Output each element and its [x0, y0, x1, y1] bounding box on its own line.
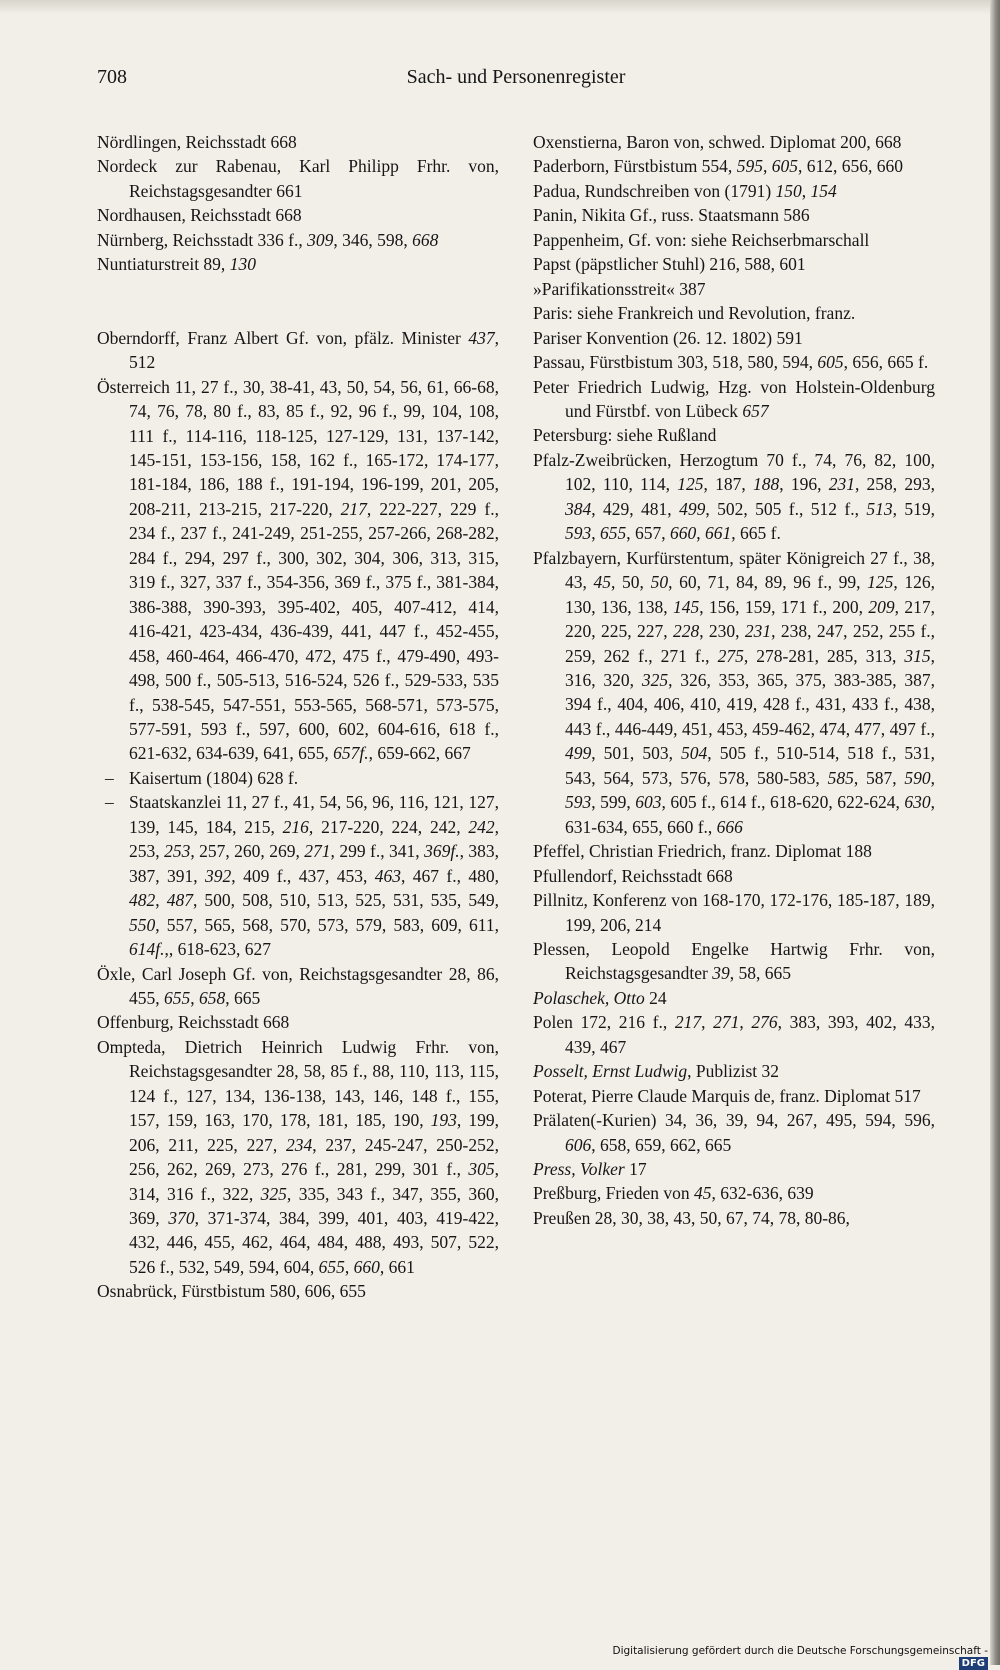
- index-entry: Nuntiaturstreit 89, 130: [97, 254, 256, 275]
- scan-edge-top: [0, 0, 1000, 14]
- index-entry: Polaschek, Otto 24: [533, 987, 667, 1008]
- index-entry: Pfalz-Zweibrücken, Herzogtum 70 f., 74, 76, 82, 100, 102, 110, 114, 125, 187, 188, 196, 231, 258, 293, 384, 429, 481, 499, 502, 505 f., 512 f., 513, 519, 593, 655, 657, 660, 661, 665 f.: [533, 449, 936, 544]
- index-entry: Österreich 11, 27 f., 30, 38-41, 43, 50, 54, 56, 61, 66-68, 74, 76, 78, 80 f., 83, 85 f., 92, 96 f., 99, 104, 108, 111 f., 114-116, 118-125, 127-129, 131, 137-142, 145-151, 153-156, 158, 162 f., 165-172, 174-177, 181-184, 186, 188 f., 191-194, 196-199, 201, 205, 208-211, 213-215, 217-220, 217, 222-227, 229 f., 234 f., 237 f., 241-249, 251-255, 257-266, 268-282, 284 f., 294, 297 f., 300, 302, 304, 306, 313, 315, 319 f., 327, 337 f., 354-356, 369 f., 375 f., 381-384, 386-388, 390-393, 395-402, 405, 407-412, 414, 416-421, 423-434, 436-439, 441, 447 f., 452-455, 458, 460-464, 466-470, 472, 475 f., 479-490, 493-498, 500 f., 505-513, 516-524, 526 f., 529-533, 535 f., 538-545, 547-551, 553-565, 568-571, 573-575, 577-591, 593 f., 597, 600, 602, 604-616, 618 f., 621-632, 634-639, 641, 655, 657f., 659-662, 667: [97, 376, 499, 764]
- index-entry: Pappenheim, Gf. von: siehe Reichserbmarschall: [533, 229, 870, 250]
- index-entry: Nordhausen, Reichsstadt 668: [97, 205, 302, 226]
- letter-group-spacer: [97, 277, 499, 326]
- index-entry: Padua, Rundschreiben von (1791) 150, 154: [533, 180, 837, 201]
- index-entry: Posselt, Ernst Ludwig, Publizist 32: [533, 1061, 780, 1082]
- scan-edge-right: [990, 0, 1000, 1665]
- index-entry: Panin, Nikita Gf., russ. Staatsmann 586: [533, 205, 810, 226]
- index-entry: Preußen 28, 30, 38, 43, 50, 67, 74, 78, 80-86,: [533, 1207, 850, 1228]
- index-entry: Oxenstierna, Baron von, schwed. Diplomat 200, 668: [533, 132, 902, 152]
- index-subentry: – Staatskanzlei 11, 27 f., 41, 54, 56, 96, 116, 121, 127, 139, 145, 184, 215, 216, 217-220, 224, 242, 242, 253, 253, 257, 260, 269, 271, 299 f., 341, 369f., 383, 387, 391, 392, 409 f., 437, 453, 463, 467 f., 480, 482, 487, 500, 508, 510, 513, 525, 531, 535, 549, 550, 557, 565, 568, 570, 573, 579, 583, 609, 611, 614f.,, 618-623, 627: [105, 792, 500, 960]
- index-entry: Oberndorff, Franz Albert Gf. von, pfälz. Minister 437, 512: [97, 327, 499, 373]
- index-column-left: [97, 130, 499, 1304]
- index-entry: Offenburg, Reichsstadt 668: [97, 1012, 290, 1033]
- digitization-credit: [600, 1645, 988, 1669]
- index-entry: Osnabrück, Fürstbistum 580, 606, 655: [97, 1281, 366, 1302]
- page-title: Sach- und Personenregister: [406, 66, 626, 88]
- index-column-right: [533, 130, 935, 1230]
- index-entry: Poterat, Pierre Claude Marquis de, franz. Diplomat 517: [533, 1085, 921, 1106]
- index-entry: »Parifikationsstreit« 387: [533, 278, 706, 299]
- index-entry: Pariser Konvention (26. 12. 1802) 591: [533, 327, 803, 348]
- index-entry: Paderborn, Fürstbistum 554, 595, 605, 612, 656, 660: [533, 156, 903, 177]
- index-entry: Pfalzbayern, Kurfürstentum, später Königreich 27 f., 38, 43, 45, 50, 50, 60, 71, 84, 89, 96 f., 99, 125, 126, 130, 136, 138, 145, 156, 159, 171 f., 200, 209, 217, 220, 225, 227, 228, 230, 231, 238, 247, 252, 255 f., 259, 262 f., 271 f., 275, 278-281, 285, 313, 315, 316, 320, 325, 326, 353, 365, 375, 383-385, 387, 394 f., 404, 406, 410, 419, 428 f., 431, 433 f., 438, 443 f., 446-449, 451, 453, 459-462, 474, 477, 497 f., 499, 501, 503, 504, 505 f., 510-514, 518 f., 531, 543, 564, 573, 576, 578, 580-583, 585, 587, 590, 593, 599, 603, 605 f., 614 f., 618-620, 622-624, 630, 631-634, 655, 660 f., 666: [533, 547, 936, 837]
- index-entry: Papst (päpstlicher Stuhl) 216, 588, 601: [533, 254, 806, 275]
- index-entry: Polen 172, 216 f., 217, 271, 276, 383, 393, 402, 433, 439, 467: [533, 1012, 936, 1057]
- index-entry: Nordeck zur Rabenau, Karl Philipp Frhr. von, Reichstagsgesandter 661: [97, 156, 499, 201]
- index-entry: Pfeffel, Christian Friedrich, franz. Diplomat 188: [533, 841, 872, 862]
- index-entry: Nürnberg, Reichsstadt 336 f., 309, 346, 598, 668: [97, 229, 439, 250]
- index-entry: Nördlingen, Reichsstadt 668: [97, 132, 297, 152]
- index-entry: Pillnitz, Konferenz von 168-170, 172-176, 185-187, 189, 199, 206, 214: [533, 890, 935, 935]
- running-head: [97, 66, 935, 96]
- index-entry: Öxle, Carl Joseph Gf. von, Reichstagsgesandter 28, 86, 455, 655, 658, 665: [97, 963, 499, 1008]
- index-entry: Pfullendorf, Reichsstadt 668: [533, 865, 733, 886]
- index-entry: Press, Volker 17: [533, 1159, 647, 1180]
- index-entry: Paris: siehe Frankreich und Revolution, franz.: [533, 303, 856, 324]
- index-entry: Petersburg: siehe Rußland: [533, 425, 717, 446]
- index-entry: Peter Friedrich Ludwig, Hzg. von Holstein-Oldenburg und Fürstbf. von Lübeck 657: [533, 376, 935, 421]
- index-entry: Preßburg, Frieden von 45, 632-636, 639: [533, 1183, 814, 1204]
- index-entry: Ompteda, Dietrich Heinrich Ludwig Frhr. von, Reichstagsgesandter 28, 58, 85 f., 88, 110, 113, 115, 124 f., 127, 134, 136-138, 143, 146, 148 f., 155, 157, 159, 163, 170, 178, 181, 185, 190, 193, 199, 206, 211, 225, 227, 234, 237, 245-247, 250-252, 256, 262, 269, 273, 276 f., 281, 299, 301 f., 305, 314, 316 f., 322, 325, 335, 343 f., 347, 355, 360, 369, 370, 371-374, 384, 399, 401, 403, 419-422, 432, 446, 455, 462, 464, 484, 488, 493, 507, 522, 526 f., 532, 549, 594, 604, 655, 660, 661: [97, 1036, 500, 1277]
- index-entry: Passau, Fürstbistum 303, 518, 580, 594, 605, 656, 665 f.: [533, 352, 929, 373]
- index-entry: Prälaten(-Kurien) 34, 36, 39, 94, 267, 495, 594, 596, 606, 658, 659, 662, 665: [533, 1110, 935, 1155]
- credit-text: Digitalisierung gefördert durch die Deutsche Forschungsgemeinschaft -: [612, 1645, 988, 1657]
- index-entry: Plessen, Leopold Engelke Hartwig Frhr. von, Reichstagsgesandter 39, 58, 665: [533, 938, 935, 984]
- page-number: 708: [97, 66, 127, 88]
- index-subentry: – Kaisertum (1804) 628 f.: [105, 767, 299, 788]
- dfg-logo: DFG: [959, 1657, 988, 1670]
